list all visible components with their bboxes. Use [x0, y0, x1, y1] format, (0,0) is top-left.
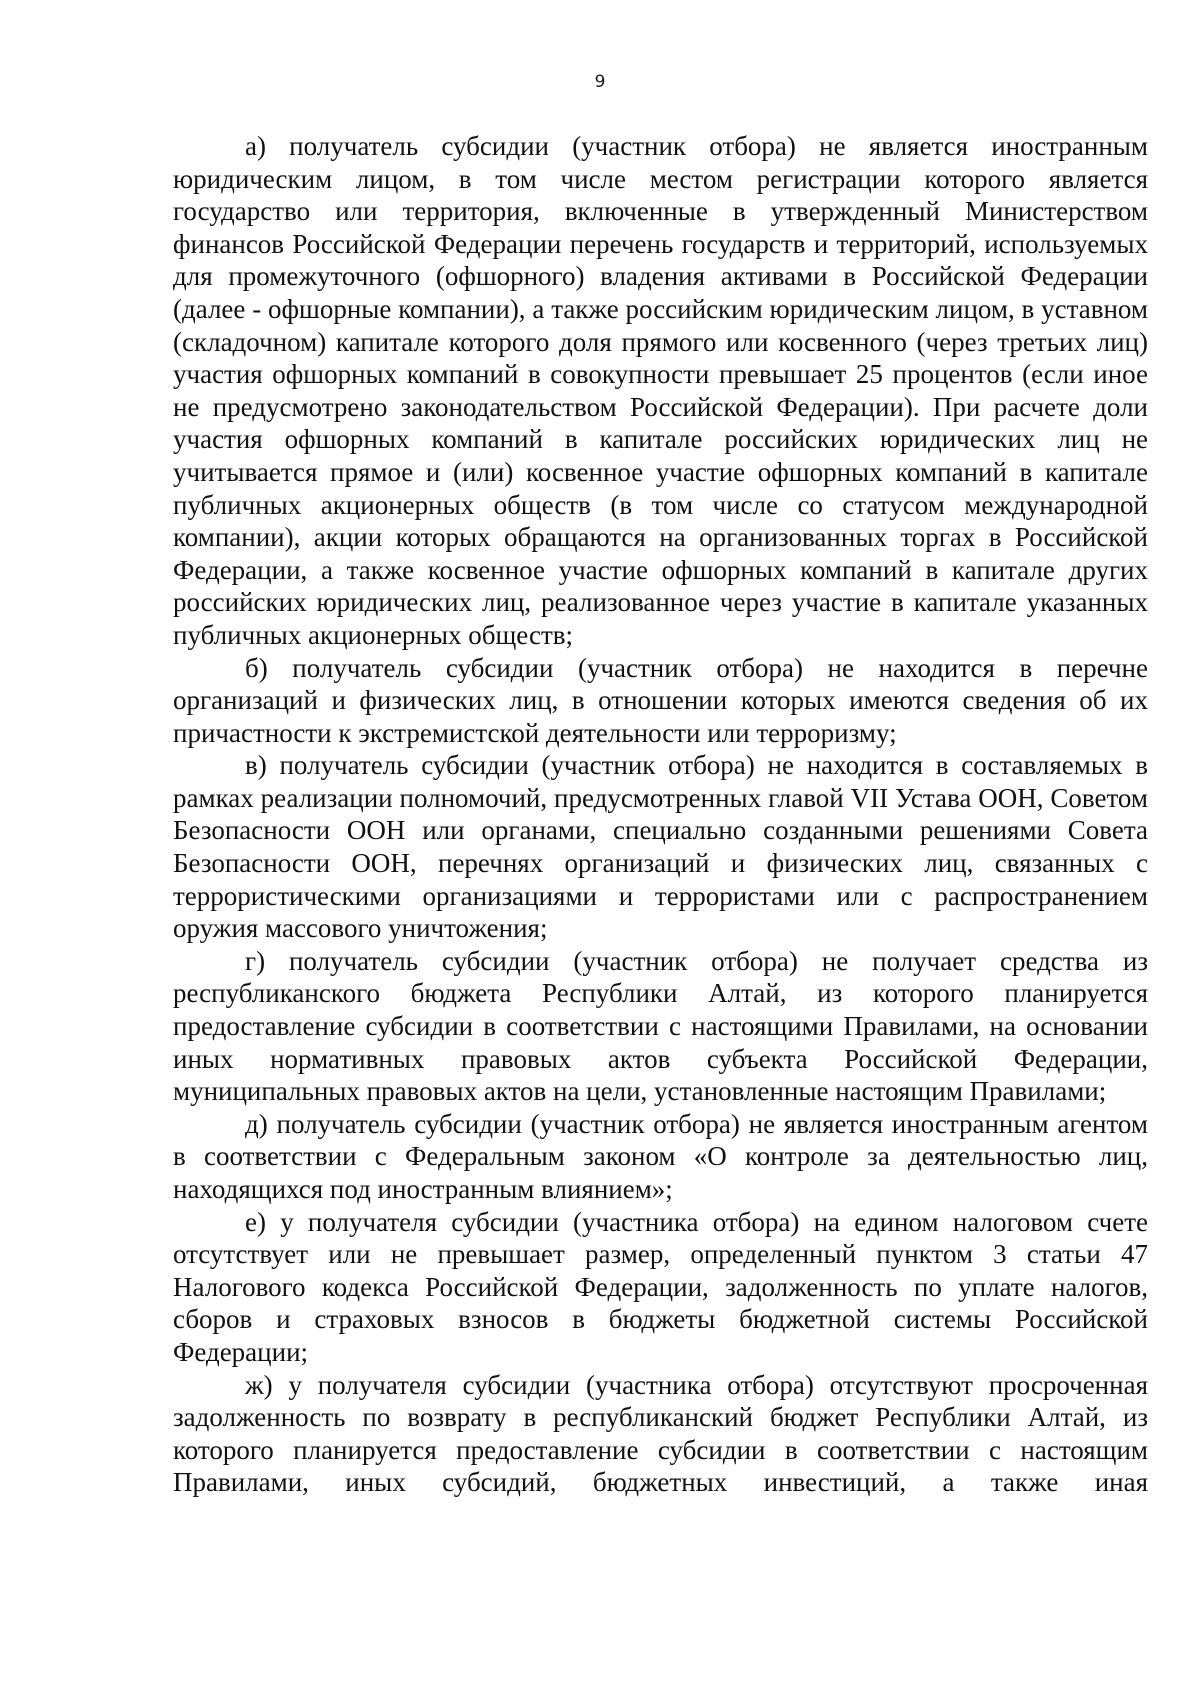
page-number: 9 — [594, 72, 606, 92]
paragraph-v: в) получатель субсидии (участник отбора) не находится в составляемых в рамках реализации полномочий, предусмотренных главой VII Устава ООН, Советом Безопасности ООН или органами, специально созданными решениями Совета Безопасности ООН, перечнях организаций и физических лиц, связанных с террористическими организациями и террористами или с распространением оружия массового уничтожения; — [173, 750, 1148, 944]
paragraph-g: г) получатель субсидии (участник отбора) не получает средства из республиканского бюджета Республики Алтай, из которого планируется предоставление субсидии в соответствии с настоящими Правилами, на основании иных нормативных правовых актов субъекта Российской Федерации, муниципальных правовых актов на цели, установленные настоящим Правилами; — [173, 945, 1148, 1107]
paragraph-e: е) у получателя субсидии (участника отбора) на едином налоговом счете отсутствует или не превышает размер, определенный пунктом 3 статьи 47 Налогового кодекса Российской Федерации, задолженность по уплате налогов, сборов и страховых взносов в бюджеты бюджетной системы Российской Федерации; — [173, 1206, 1148, 1367]
document-body — [173, 130, 1148, 1499]
paragraph-b: б) получатель субсидии (участник отбора) не находится в перечне организаций и физических лиц, в отношении которых имеются сведения об их причастности к экстремистской деятельности или терроризму; — [173, 652, 1148, 748]
paragraph-zh: ж) у получателя субсидии (участника отбора) отсутствуют просроченная задолженность по возврату в республиканский бюджет Республики Алтай, из которого планируется предоставление субсидии в соответствии с настоящим Правилами, иных субсидий, бюджетных инвестиций, а также иная — [173, 1369, 1148, 1498]
paragraph-d: д) получатель субсидии (участник отбора) не является иностранным агентом в соответствии с Федеральным законом «О контроле за деятельностью лиц, находящихся под иностранным влиянием»; — [173, 1108, 1148, 1204]
paragraph-a: а) получатель субсидии (участник отбора) не является иностранным юридическим лицом, в том числе местом регистрации которого является государство или территория, включенные в утвержденный Министерством финансов Российской Федерации перечень государств и территорий, используемых для промежуточного (офшорного) владения активами в Российской Федерации (далее - офшорные компании), а также российским юридическим лицом, в уставном (складочном) капитале которого доля прямого или косвенного (через третьих лиц) участия офшорных компаний в совокупности превышает 25 процентов (если иное не предусмотрено законодательством Российской Федерации). При расчете доли участия офшорных компаний в капитале российских юридических лиц не учитывается прямое и (или) косвенное участие офшорных компаний в капитале публичных акционерных обществ (в том числе со статусом международной компании), акции которых обращаются на организованных торгах в Российской Федерации, а также косвенное участие офшорных компаний в капитале других российских юридических лиц, реализованное через участие в капитале указанных публичных акционерных обществ; — [173, 131, 1148, 650]
